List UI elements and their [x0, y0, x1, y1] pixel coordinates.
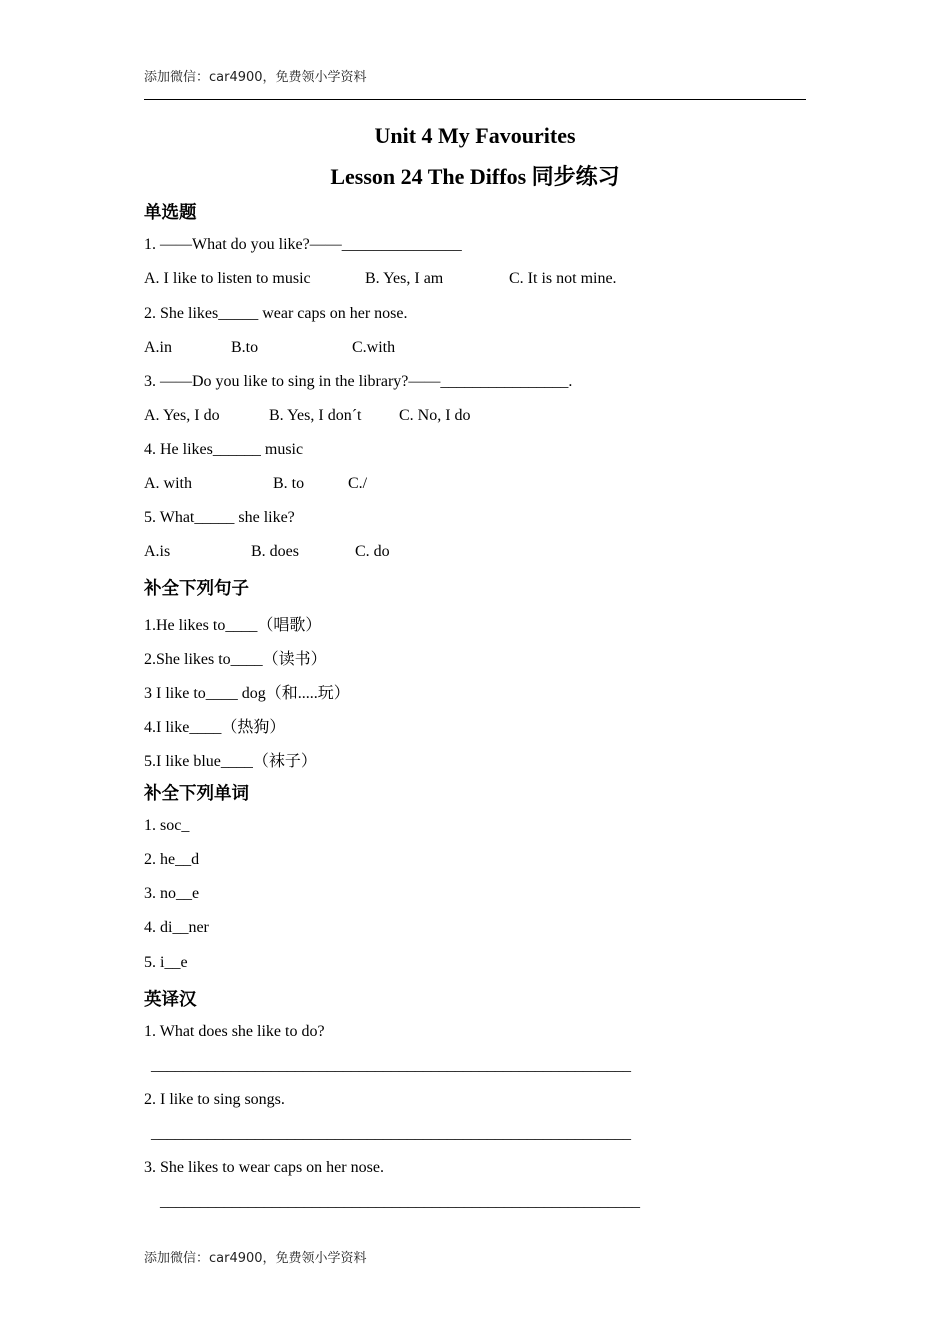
- word-item: 5. i__e: [144, 954, 188, 971]
- sentence-item: 5.I like blue____（袜子）: [144, 753, 317, 770]
- question-4-stem: 4. He likes______ music: [144, 441, 304, 458]
- question-5-option-c: C. do: [355, 543, 390, 560]
- question-1-option-b: B. Yes, I am: [365, 270, 444, 287]
- header-note: 添加微信：car4900，免费领小学资料: [144, 70, 367, 85]
- section-heading-sentences: 补全下列句子: [144, 579, 249, 599]
- question-5-option-b: B. does: [251, 543, 299, 560]
- section-heading-choice: 单选题: [144, 203, 197, 223]
- question-3-option-b: B. Yes, I don´t: [269, 407, 362, 424]
- page-title: Unit 4 My Favourites: [374, 123, 576, 148]
- question-2-option-b: B.to: [231, 339, 259, 356]
- question-1-option-c: C. It is not mine.: [509, 270, 617, 287]
- word-item: 3. no__e: [144, 885, 200, 902]
- answer-line: ____________________________________________________________: [151, 1125, 631, 1142]
- footer-note: 添加微信：car4900，免费领小学资料: [144, 1251, 367, 1266]
- word-item: 1. soc_: [144, 817, 190, 834]
- sentence-item: 3 I like to____ dog（和.....玩）: [144, 685, 350, 702]
- question-3-option-c: C. No, I do: [399, 407, 471, 424]
- section-heading-words: 补全下列单词: [144, 784, 249, 804]
- sentence-item: 4.I like____（热狗）: [144, 719, 286, 736]
- question-2-option-a: A.in: [144, 339, 172, 356]
- question-2-option-c: C.with: [352, 339, 396, 356]
- translate-item: 3. She likes to wear caps on her nose.: [144, 1159, 384, 1176]
- translate-item: 2. I like to sing songs.: [144, 1091, 285, 1108]
- sentence-item: 1.He likes to____（唱歌）: [144, 617, 322, 634]
- word-item: 2. he__d: [144, 851, 200, 868]
- section-heading-translate: 英译汉: [144, 990, 197, 1010]
- header-divider: [144, 99, 806, 100]
- question-5-option-a: A.is: [144, 543, 171, 560]
- question-5-stem: 5. What_____ she like?: [144, 509, 295, 526]
- word-item: 4. di__ner: [144, 919, 209, 936]
- sentence-item: 2.She likes to____（读书）: [144, 651, 327, 668]
- question-4-option-a: A. with: [144, 475, 192, 492]
- question-2-stem: 2. She likes_____ wear caps on her nose.: [144, 305, 408, 322]
- answer-line: ____________________________________________________________: [160, 1193, 640, 1210]
- question-1-option-a: A. I like to listen to music: [144, 270, 311, 287]
- translate-item: 1. What does she like to do?: [144, 1023, 325, 1040]
- question-1-stem: 1. ——What do you like?——_______________: [144, 236, 462, 253]
- question-4-option-b: B. to: [273, 475, 305, 492]
- answer-line: ____________________________________________________________: [151, 1057, 631, 1074]
- question-3-stem: 3. ——Do you like to sing in the library?——________________.: [144, 373, 573, 390]
- question-3-option-a: A. Yes, I do: [144, 407, 220, 424]
- page-subtitle: Lesson 24 The Diffos 同步练习: [330, 164, 620, 189]
- question-4-option-c: C./: [348, 475, 368, 492]
